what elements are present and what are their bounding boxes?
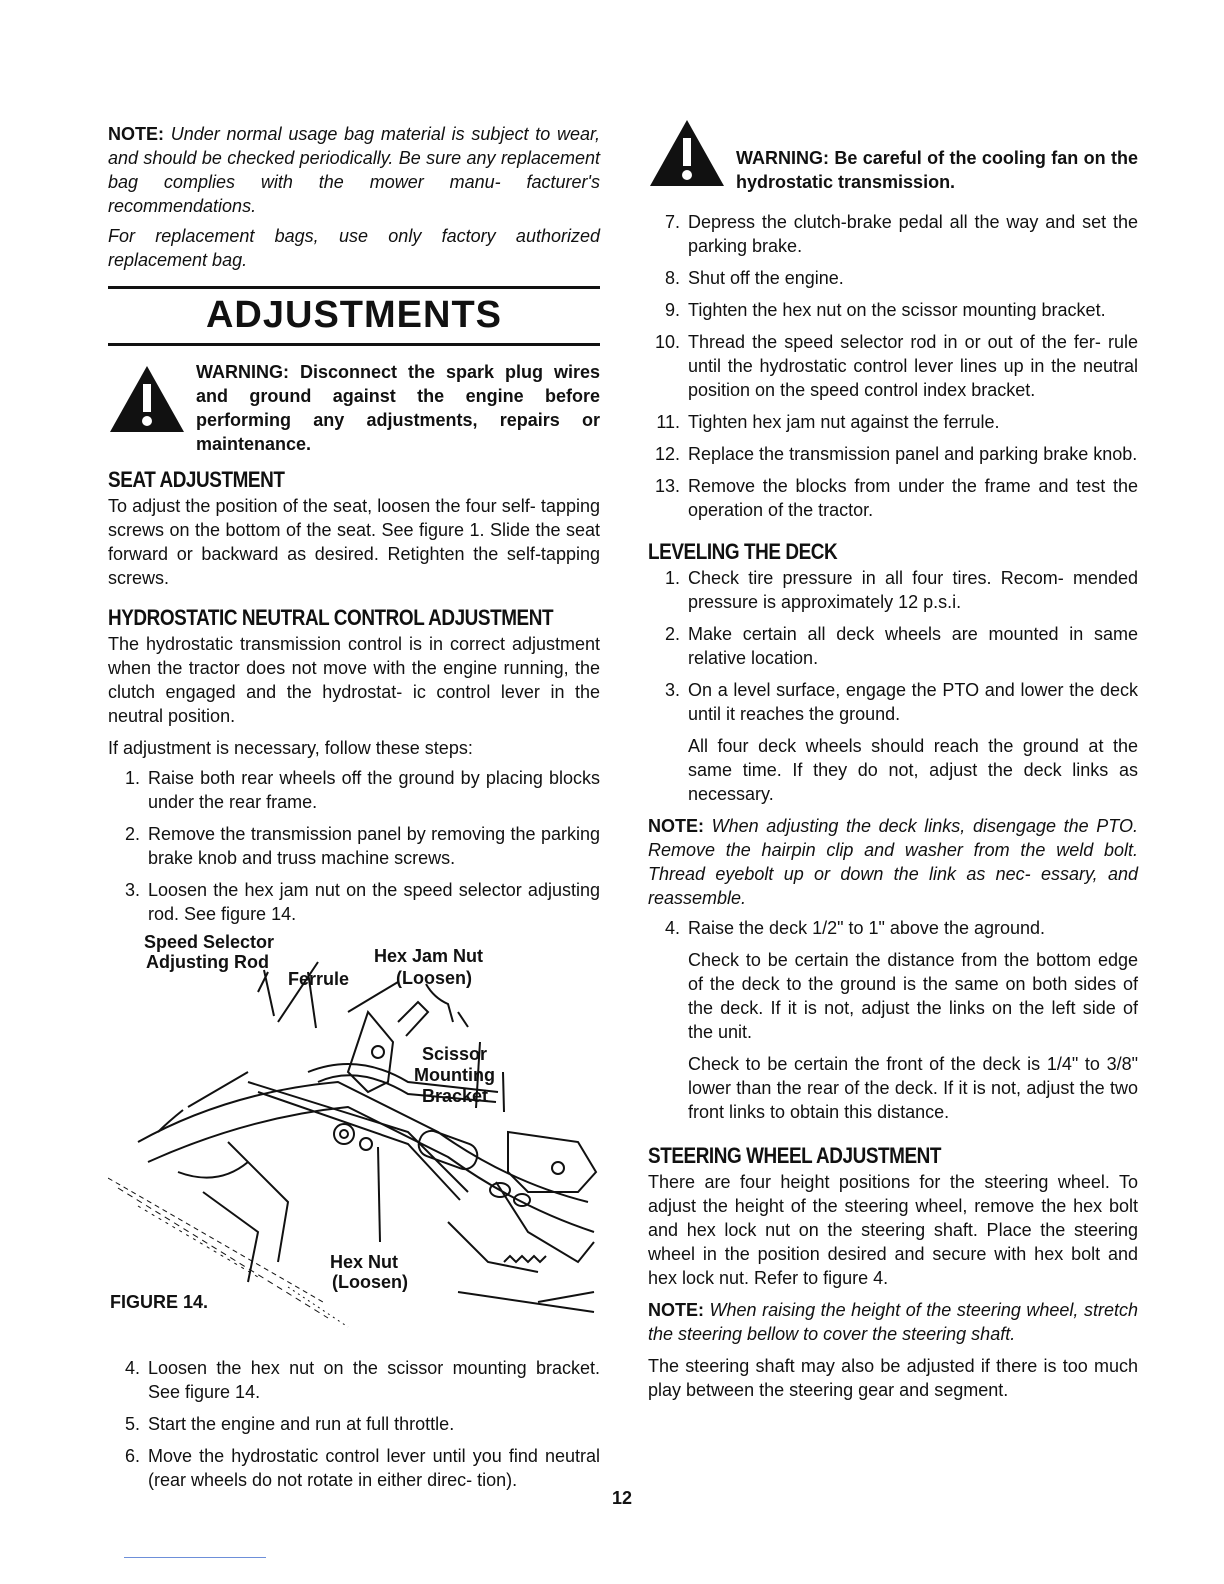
note-label: NOTE: <box>648 816 704 836</box>
hydro-intro: If adjustment is necessary, follow these steps: <box>108 738 473 758</box>
note-text: Under normal usage bag material is subject to wear, and should be checked periodically. Be sure any replacement bag complies with the mower manu- facturer's recommendations. <box>108 124 600 216</box>
list-item: 2. Make certain all deck wheels are mounted in same relative location. <box>664 624 1138 668</box>
list-item: 4. Raise the deck 1/2" to 1" above the aground. <box>664 918 1046 938</box>
list-item: 1. Raise both rear wheels off the ground by placing blocks under the rear frame. <box>124 768 600 812</box>
right-column <box>648 146 1138 1402</box>
list-item: 11. Tighten hex jam nut against the ferrule. <box>656 412 1000 432</box>
figure-14 <box>108 932 600 1342</box>
section-title: ADJUSTMENTS <box>108 286 600 346</box>
hydro-text: The hydrostatic transmission control is in correct adjustment when the tractor does not move with the engine running, the clutch engaged and the hydrostat- ic control lever in the neutral position. <box>108 634 600 726</box>
left-column <box>108 122 600 1500</box>
list-item: 10. Thread the speed selector rod in or out of the fer- rule until the hydrostatic control lever lines up in the neutral position on the speed control index bracket. <box>654 332 1138 400</box>
warning-text: WARNING: Disconnect the spark plug wires and ground against the engine before performing any adjustments, repairs or maintenance. <box>196 362 600 454</box>
list-item: 3. On a level surface, engage the PTO and lower the deck until it reaches the ground. <box>664 680 1138 724</box>
note-label: NOTE: <box>108 124 164 144</box>
hydro-heading: HYDROSTATIC NEUTRAL CONTROL ADJUSTMENT <box>108 605 554 630</box>
seat-heading: SEAT ADJUSTMENT <box>108 467 285 492</box>
deck-sub-2: Check to be certain the distance from the bottom edge of the deck to the ground is the same on both sides of the deck. If it is not, adjust the links on the left side of the unit. <box>688 950 1138 1042</box>
footer-rule <box>124 1557 266 1558</box>
seat-text: To adjust the position of the seat, loosen the four self- tapping screws on the bottom of the seat. See figure 1. Slide the seat forward or backward as desired. Retighten the self-tapping screws. <box>108 496 600 588</box>
steering-note <box>648 1298 1138 1346</box>
list-item: 6. Move the hydrostatic control lever until you find neutral (rear wheels do not rotate in either direc- tion). <box>124 1446 600 1490</box>
fig-label-ferrule: Ferrule <box>288 969 350 989</box>
deck-heading: LEVELING THE DECK <box>648 539 838 564</box>
steering-text-2: The steering shaft may also be adjusted if there is too much play between the steering gear and segment. <box>648 1356 1138 1400</box>
list-item: 4. Loosen the hex nut on the scissor mounting bracket. See figure 14. <box>124 1358 600 1402</box>
deck-sub-3: Check to be certain the front of the deck is 1/4" to 3/8" lower than the rear of the deck. If it is not, adjust the two front links to obtain this distance. <box>688 1054 1138 1122</box>
fig-label-hex-nut: Hex Nut <box>330 1252 399 1272</box>
list-item: 7. Depress the clutch-brake pedal all the way and set the parking brake. <box>664 212 1138 256</box>
list-item: 8. Shut off the engine. <box>664 268 844 288</box>
fan-warning-block <box>648 146 1138 194</box>
bag-note <box>108 122 600 218</box>
fig-label-hex-jam-nut: Hex Jam Nut <box>374 946 484 966</box>
deck-steps-list <box>648 566 1138 726</box>
page-number: 12 <box>612 1488 633 1508</box>
fig-label-bracket: Bracket <box>422 1086 489 1106</box>
note-text: When raising the height of the steering wheel, stretch the steering bellow to cover the steering shaft. <box>648 1300 1138 1344</box>
list-item: 2. Remove the transmission panel by removing the parking brake knob and truss machine screws. <box>124 824 600 868</box>
list-item: 9. Tighten the hex nut on the scissor mounting bracket. <box>664 300 1106 320</box>
steering-text: There are four height positions for the steering wheel. To adjust the height of the steering wheel, remove the hex bolt and hex lock nut on the steering shaft. Place the steering wheel in the position desired and secure with hex bolt and hex lock nut. Refer to figure 4. <box>648 1172 1138 1288</box>
steps-list-a <box>108 766 600 926</box>
deck-sub-1: All four deck wheels should reach the ground at the same time. If they do not, adjust the deck links as necessary. <box>688 736 1138 804</box>
bag-note-2: For replacement bags, use only factory authorized replacement bag. <box>108 226 600 270</box>
fig-label-mounting: Mounting <box>414 1065 495 1085</box>
deck-step-4 <box>648 916 1138 940</box>
fig-label-speed-selector: Speed Selector <box>144 932 275 952</box>
warning-triangle-icon <box>108 364 186 434</box>
steps-list-c <box>648 210 1138 522</box>
warning-block <box>108 360 600 456</box>
figure-caption: FIGURE 14. <box>110 1292 209 1312</box>
note-text: When adjusting the deck links, disengage the PTO. Remove the hairpin clip and washer from the weld bolt. Thread eyebolt up or down the link as nec- essary, and reassemble. <box>648 816 1138 908</box>
fig-label-hex-nut-loosen: (Loosen) <box>332 1272 408 1292</box>
warning-triangle-icon <box>648 118 726 188</box>
fig-label-adjusting-rod: Adjusting Rod <box>146 952 269 972</box>
list-item: 12. Replace the transmission panel and parking brake knob. <box>654 444 1138 464</box>
list-item: 3. Loosen the hex jam nut on the speed selector adjusting rod. See figure 14. <box>124 880 600 924</box>
steps-list-b <box>108 1356 600 1492</box>
list-item: 5. Start the engine and run at full throttle. <box>124 1414 455 1434</box>
fig-label-hex-jam-loosen: (Loosen) <box>396 968 472 988</box>
deck-note <box>648 814 1138 910</box>
fig-label-scissor: Scissor <box>422 1044 488 1064</box>
steering-heading: STEERING WHEEL ADJUSTMENT <box>648 1143 942 1168</box>
fan-warning-text: WARNING: Be careful of the cooling fan on the hydrostatic transmission. <box>736 148 1138 192</box>
note-label: NOTE: <box>648 1300 704 1320</box>
list-item: 1. Check tire pressure in all four tires. Recom- mended pressure is approximately 12 p.s.i. <box>664 568 1138 612</box>
list-item: 13. Remove the blocks from under the frame and test the operation of the tractor. <box>654 476 1138 520</box>
